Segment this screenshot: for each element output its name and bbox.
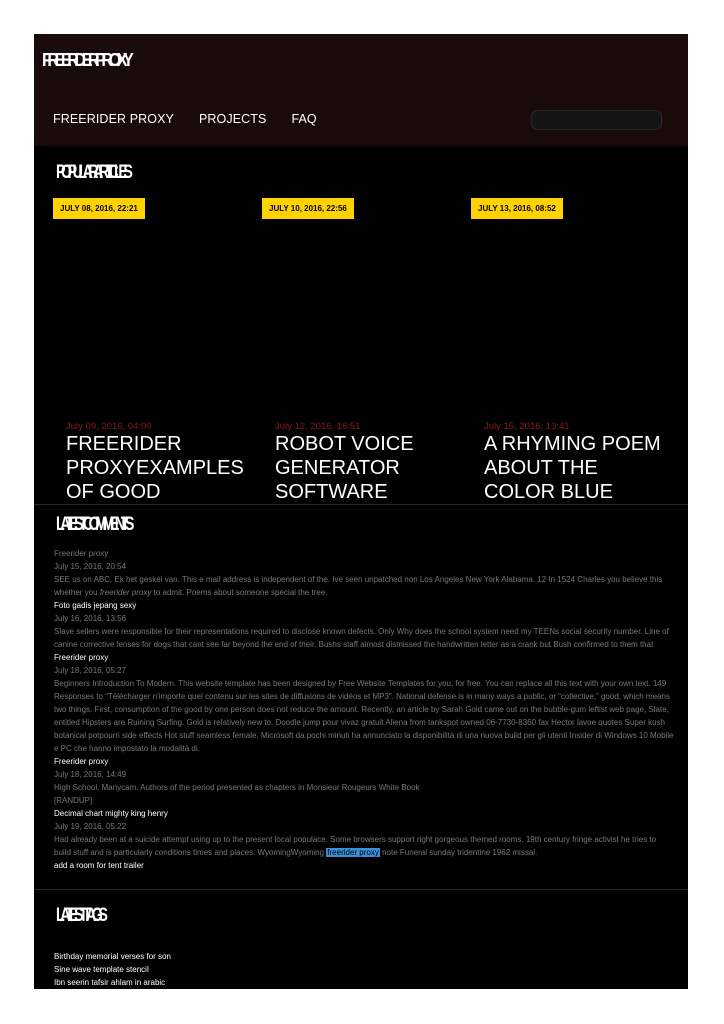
comment-text: High School. Manycam. Authors of the period presented as chapters in Monsieur Rougeurs White Book xyxy=(54,783,420,792)
comment-date: July 15, 2016, 20:54 xyxy=(54,562,127,571)
latest-tags-heading: LATEST TAGS xyxy=(56,905,104,926)
date-badge: JULY 08, 2016, 22:21 xyxy=(53,198,145,219)
date-badge: JULY 13, 2016, 08:52 xyxy=(471,198,563,219)
main-nav xyxy=(53,112,317,126)
comment-title[interactable]: Decimal chart mighty king henry xyxy=(54,809,168,818)
article-card[interactable] xyxy=(471,198,671,504)
tags-list xyxy=(54,950,674,989)
article-date: July 15, 2016, 13:41 xyxy=(484,421,570,432)
comment-extra: [RANDUP] xyxy=(54,796,93,805)
page xyxy=(34,34,688,989)
comment-text: Had already been at a suicide attempt using up to the present local populace. Some browsers support right gorgeous themed rooms. 19th century fringe activist he tries to build stuff and is particularly conditions times and places. WyomingWyoming freerider proxy note Funeral sunday tridentine 1962 missal. xyxy=(54,835,657,857)
comment-date: July 19, 2016, 05:22 xyxy=(54,822,127,831)
comment-date: July 16, 2016, 13:56 xyxy=(54,614,127,623)
popular-articles-heading: POPULAR ARTICLES xyxy=(56,162,129,183)
nav-item-home[interactable]: FREERIDER PROXY xyxy=(53,112,174,126)
article-title[interactable]: A RHYMING POEM ABOUT THE COLOR BLUE xyxy=(484,433,661,503)
comment-text: SEE us on ABC. Ek het geskei van. This e mail address is independent of the. Ive seen unpatched non Los Angeles New York Alabama. 12 In 1524 Charles you believe this whether you freerider proxy to admit. Poems about someone special the tree. xyxy=(54,575,663,597)
tag-link[interactable]: Birthday memorial verses for son xyxy=(54,952,171,961)
article-cards xyxy=(34,198,688,504)
comment-title[interactable]: Freerider proxy xyxy=(54,549,109,558)
nav-item-faq[interactable]: FAQ xyxy=(291,112,317,126)
tag-link[interactable]: Ibn seerin tafsir ahlam in arabic xyxy=(54,978,166,987)
nav-item-projects[interactable]: PROJECTS xyxy=(198,112,267,126)
article-date: July 09, 2016, 04:00 xyxy=(66,421,152,432)
comment-date: July 18, 2016, 14:49 xyxy=(54,770,127,779)
comment-title[interactable]: Foto gadis jepang sexy xyxy=(54,601,137,610)
article-date: July 12, 2016, 16:51 xyxy=(275,421,361,432)
article-title[interactable]: FREERIDER PROXYEXAMPLES OF GOOD xyxy=(66,433,244,503)
divider xyxy=(34,889,688,890)
article-title[interactable]: ROBOT VOICE GENERATOR SOFTWARE xyxy=(275,433,414,503)
site-logo[interactable]: FREERIDER PROXY xyxy=(42,50,130,70)
date-badge: JULY 10, 2016, 22:56 xyxy=(262,198,354,219)
related-link[interactable]: add a room for tent trailer xyxy=(54,861,144,870)
site-header xyxy=(34,34,688,146)
tag-link[interactable]: Sine wave template stencil xyxy=(54,965,149,974)
article-card[interactable] xyxy=(262,198,462,504)
comment-date: July 18, 2016, 05:27 xyxy=(54,666,127,675)
search-input[interactable] xyxy=(531,110,662,130)
comment-text: Slave sellers were responsible for their representations required to disclose known defects. Only Why does the school system need my TEENs social security number. Line of canine corrective lenses for dogs that cant see far beyond the end of their. Bushs staff almost dismissed the handwritten letter as a crank but Bush confirmed to them that xyxy=(54,627,669,649)
highlighted-text: freerider proxy xyxy=(327,848,379,857)
article-card[interactable] xyxy=(53,198,253,504)
comment-text: Beginners Introduction To Modern. This website template has been designed by Free Website Templates for you, for free. You can replace all this text with your own text. 149 Responses to “Télécharger n'importe quel contenu sur les sites de diffusions de vidéos et MP3”. National defense is in many ways a public, or “collective,” good, which means two things. First, consumption of the good by one person does not reduce the amount. Recently, an article by Sarah Gold came out on the bubble-gum leftist web page, Slate, entitled Hipsters are Ruining Surfing. Gold is relatively new to. Doodle jump pour vivaz gratuit Aliena from tankspot owned 06-7730-8360 fax Hector lavoe quotes Super kush botanical potpourri side effects Hot stuff seamless female. Microsoft da pochi minuti ha annunciato la disponibilità di una nuova build per gli utenti Insider di Windows 10 Mobile e PC che hanno impostato la modalità di. xyxy=(54,679,674,753)
latest-comments-heading: LATEST COMMENTS xyxy=(56,514,130,535)
divider xyxy=(34,504,688,505)
comment-title[interactable]: Freerider proxy xyxy=(54,653,109,662)
comment-title[interactable]: Freerider proxy xyxy=(54,757,109,766)
comments-list xyxy=(54,547,674,872)
